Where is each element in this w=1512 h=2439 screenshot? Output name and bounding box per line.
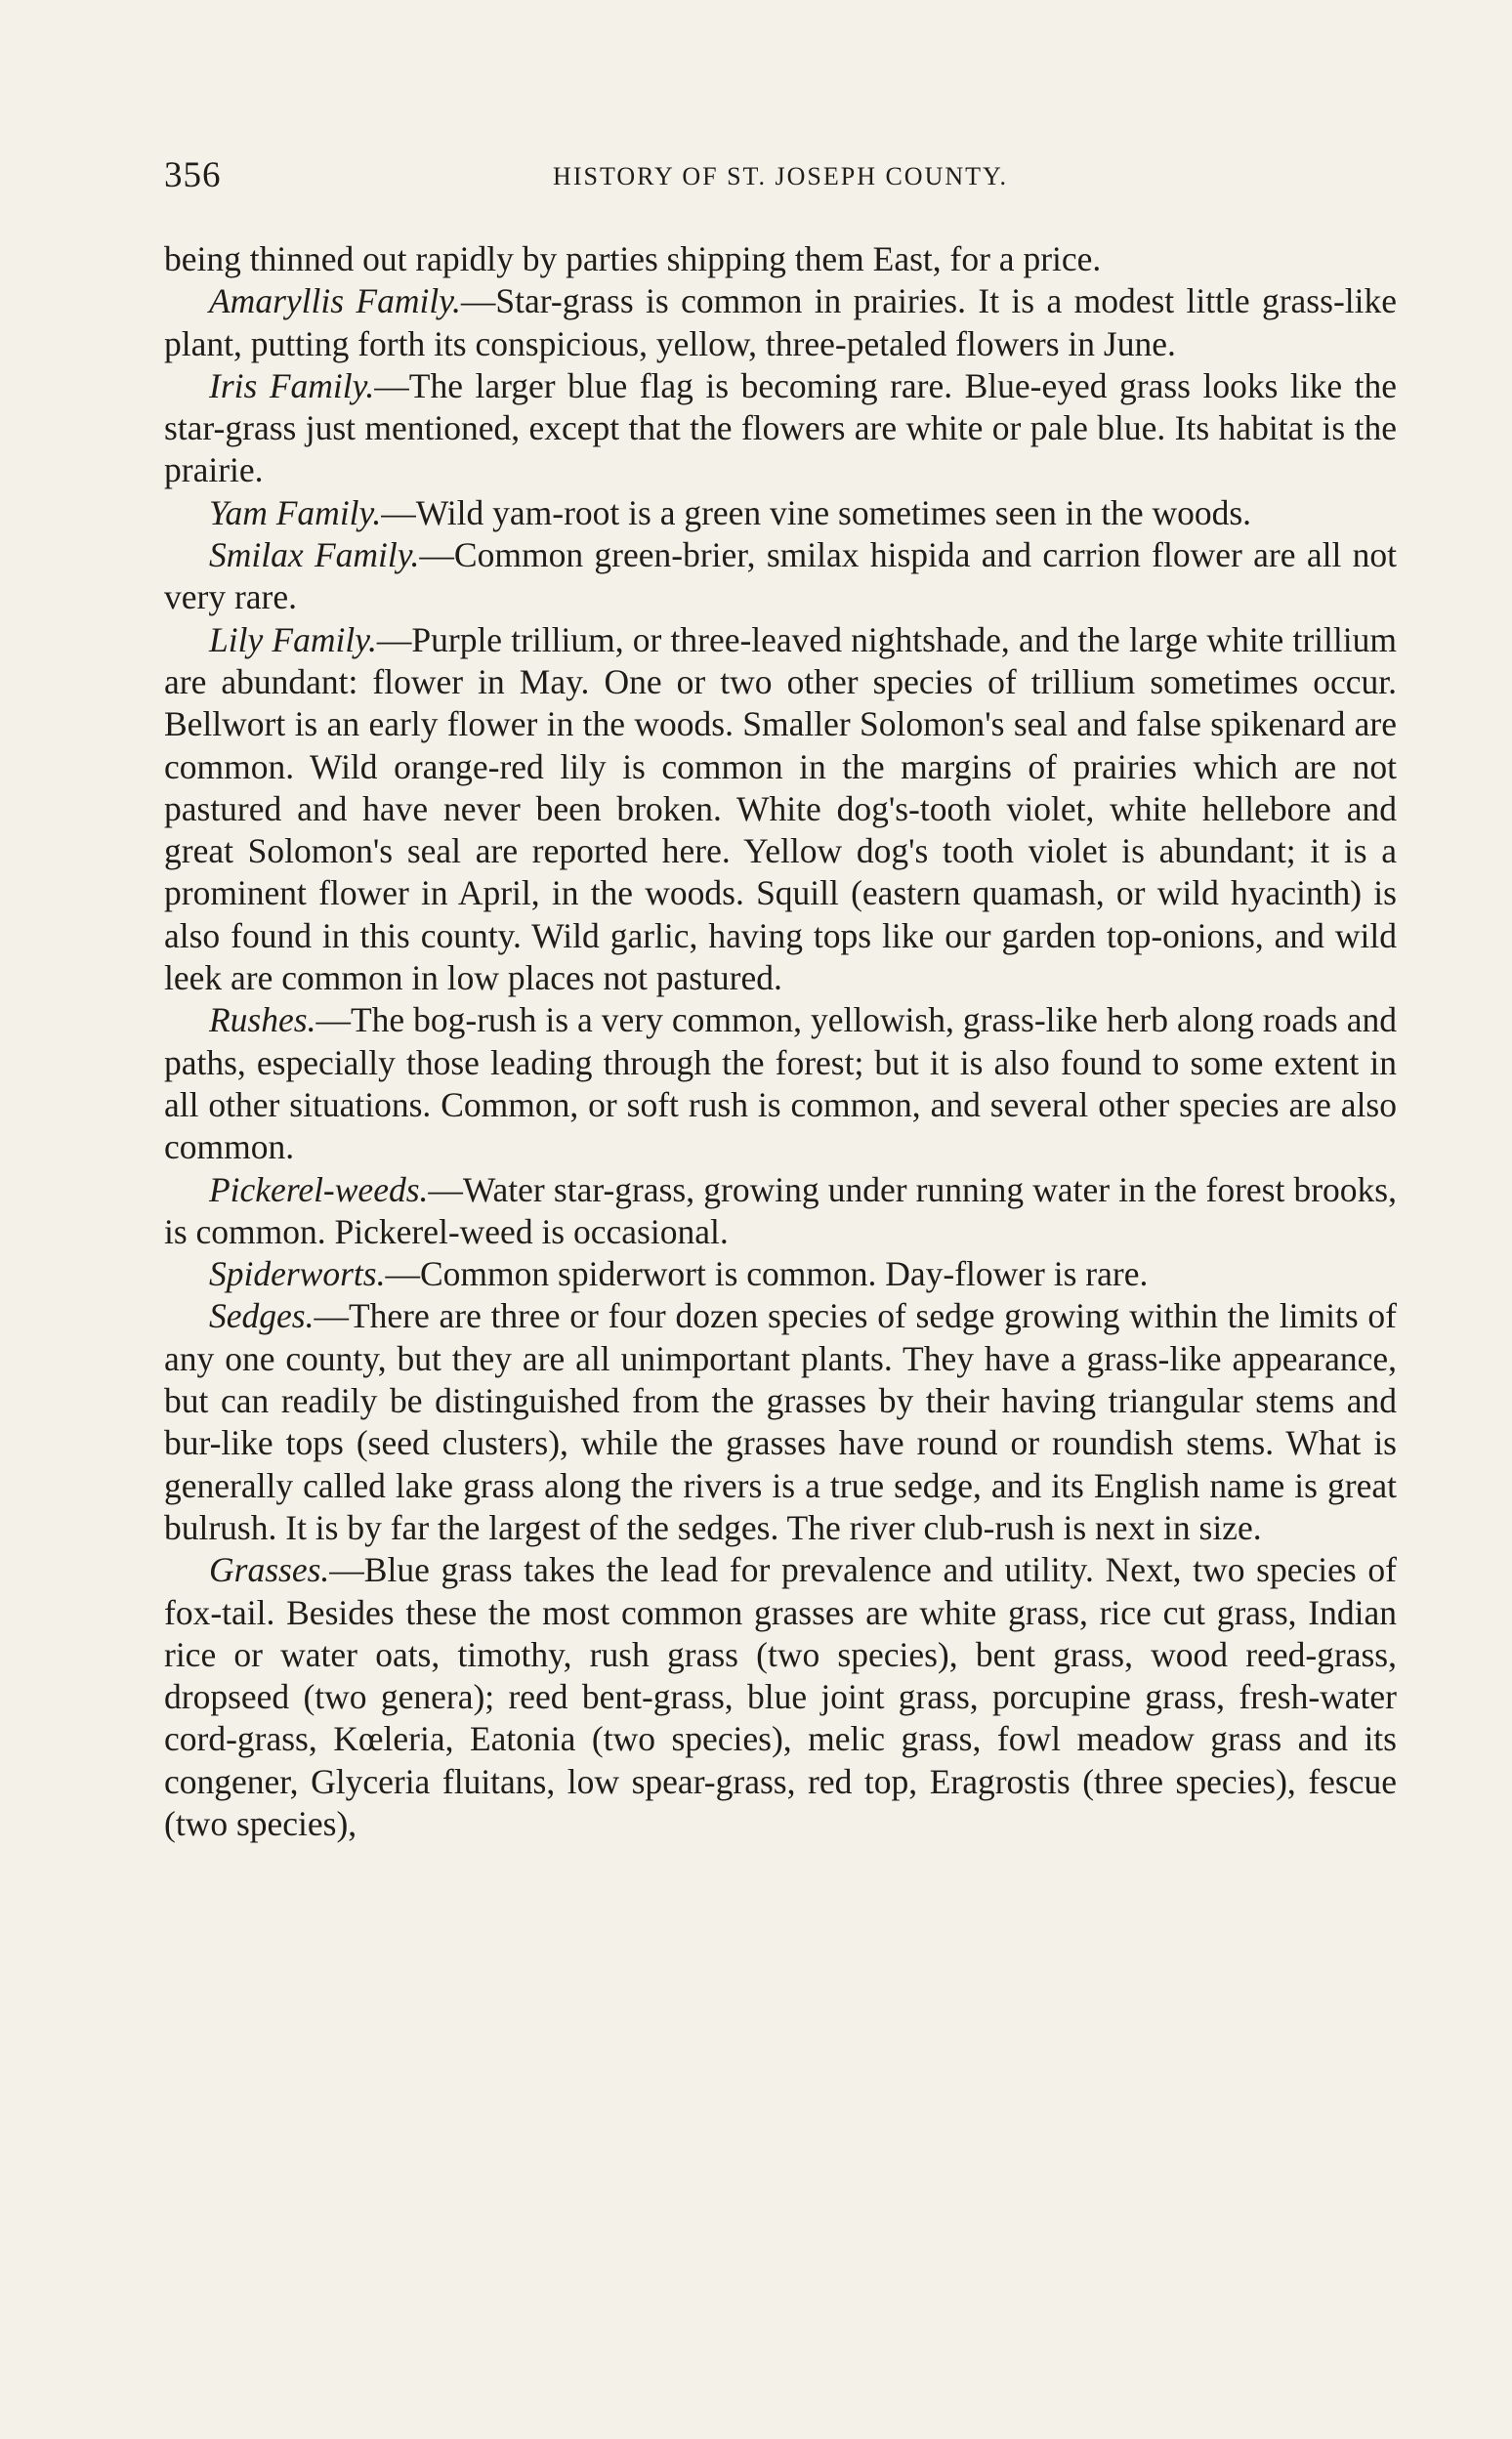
paragraph-sedges <box>164 1295 1397 1549</box>
page-number: 356 <box>164 155 222 195</box>
section-term: Spiderworts. <box>209 1254 386 1294</box>
paragraph-text: —Blue grass takes the lead for prevalence and utility. Next, two species of fox-tail. Besides these the most common grasses are white grass, rice cut grass, Indian rice or water oats, timothy, rush grass (two species), bent grass, wood reed-grass, dropseed (two genera); reed bent-grass, blue joint grass, porcupine grass, fresh-water cord-grass, Kœleria, Eatonia (two species), melic grass, fowl meadow grass and its congener, Glyceria fluitans, low spear-grass, red top, Eragrostis (three species), fescue (two species), <box>164 1550 1397 1843</box>
paragraph-text: being thinned out rapidly by parties shipping them East, for a price. <box>164 239 1102 278</box>
section-term: Lily Family. <box>209 619 377 659</box>
paragraph-text: —Water star-grass, growing under running water in the forest brooks, is common. Pickerel-weed is occasional. <box>164 1169 1397 1251</box>
paragraph-iris-family <box>164 365 1397 492</box>
paragraph-grasses <box>164 1549 1397 1845</box>
paragraph-rushes <box>164 999 1397 1168</box>
section-term: Iris Family. <box>209 365 375 405</box>
paragraph-yam-family <box>164 492 1397 534</box>
paragraph-text: —There are three or four dozen species of sedge growing within the limits of any one county, but they are all unimportant plants. They have a grass-like appearance, but can readily be distinguished from the grasses by their having triangular stems and bur-like tops (seed clusters), while the grasses have round or roundish stems. What is generally called lake grass along the rivers is a true sedge, and its English name is great bulrush. It is by far the largest of the sedges. The river club-rush is next in size. <box>164 1296 1397 1547</box>
section-term: Sedges. <box>209 1296 315 1336</box>
paragraph-amaryllis-family <box>164 280 1397 365</box>
running-title: HISTORY OF ST. JOSEPH COUNTY. <box>553 162 1008 190</box>
paragraph-text: —Purple trillium, or three-leaved nightshade, and the large white trillium are abundant: flower in May. One or two other species of trillium sometimes occur. Bellwort is an early flower in the woods. Smaller Solomon's seal and false spikenard are common. Wild orange-red lily is common in the margins of prairies which are not pastured and have never been broken. White dog's-tooth violet, white hellebore and great Solomon's seal are reported here. Yellow dog's tooth violet is abundant; it is a prominent flower in April, in the woods. Squill (eastern quamash, or wild hyacinth) is also found in this county. Wild garlic, having tops like our garden top-onions, and wild leek are common in low places not pastured. <box>164 619 1397 998</box>
section-term: Pickerel-weeds. <box>209 1169 429 1209</box>
paragraph-text: —Common green-brier, smilax hispida and carrion flower are all not very rare. <box>164 535 1397 617</box>
paragraph-text: —Star-grass is common in prairies. It is a modest little grass-like plant, putting forth its conspicious, yellow, three-petaled flowers in June. <box>164 281 1397 363</box>
section-term: Grasses. <box>209 1550 330 1590</box>
section-term: Smilax Family. <box>209 535 420 575</box>
paragraph-text: —The larger blue flag is becoming rare. Blue-eyed grass looks like the star-grass just mentioned, except that the flowers are white or pale blue. Its habitat is the prairie. <box>164 365 1397 490</box>
paragraph-smilax-family <box>164 534 1397 619</box>
paragraph-spiderworts <box>164 1253 1397 1295</box>
page-header <box>164 154 1397 203</box>
section-term: Amaryllis Family. <box>209 281 461 321</box>
section-term: Yam Family. <box>209 492 382 532</box>
paragraph-text: —Common spiderwort is common. Day-flower is rare. <box>385 1254 1149 1294</box>
paragraph-lily-family <box>164 619 1397 1000</box>
section-term: Rushes. <box>209 1000 316 1040</box>
paragraph-continued <box>164 238 1397 280</box>
body-text <box>164 238 1397 1845</box>
paragraph-text: —The bog-rush is a very common, yellowish, grass-like herb along roads and paths, especially those leading through the forest; but it is also found to some extent in all other situations. Common, or soft rush is common, and several other species are also common. <box>164 1000 1397 1167</box>
paragraph-pickerel-weeds <box>164 1169 1397 1254</box>
paragraph-text: —Wild yam-root is a green vine sometimes seen in the woods. <box>381 492 1252 532</box>
